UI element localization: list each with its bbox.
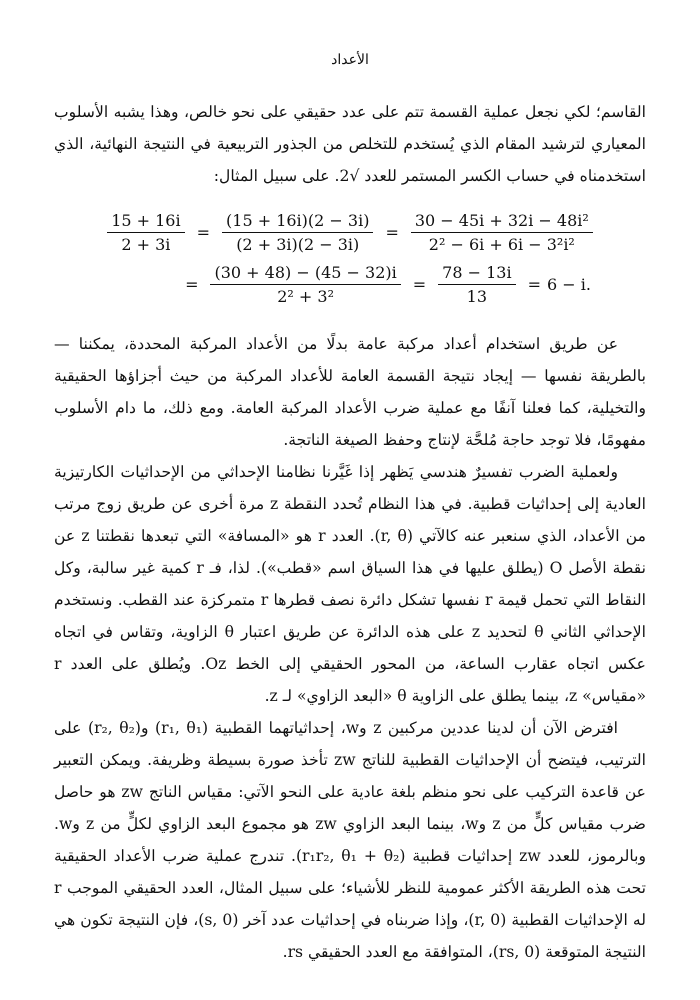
fraction-3-denominator: 2² − 6i + 6i − 3²i²	[428, 234, 575, 254]
equation-result: 6 − i.	[546, 274, 591, 294]
fraction-1-numerator: 15 + 16i	[107, 211, 184, 233]
paragraph-4: افترض الآن أن لدينا عددين مركبين z وw، إحداثياتهما القطبية (r₁, θ₁) و(r₂, θ₂) على الترتيب، فيتضح أن الإحداثيات القطبية للناتج zw تأخذ صورة بسيطة وظريفة. ويمكن التعبير عن قاعدة التركيب على نحو منظم بلغة عادية على النحو الآتي: مقياس الناتج zw هو حاصل ضرب مقياس كلٍّ من z وw، بينما البعد الزاوي zw هو مجموع البعد الزاوي لكلٍّ من z وw. وبالرموز، للعدد zw إحداثيات قطبية (r₁r₂, θ₁ + θ₂). تندرج عملية ضرب الأعداد الحقيقية تحت هذه الطريقة الأكثر عمومية للنظر للأشياء؛ على سبيل المثال، العدد الحقيقي الموجب r له الإحداثيات القطبية (r, 0)، وإذا ضربناه في إحداثيات عدد آخر (s, 0)، فإن النتيجة تكون هي النتيجة المتوقعة (rs, 0)، المتوافقة مع العدد الحقيقي rs.	[54, 719, 647, 961]
fraction-3	[411, 211, 593, 254]
fraction-4	[210, 263, 400, 306]
fraction-1-denominator: 2 + 3i	[121, 234, 171, 254]
fraction-2-numerator: (15 + 16i)(2 − 3i)	[222, 211, 373, 233]
division-equation	[54, 206, 646, 310]
equals-sign: =	[385, 222, 399, 242]
equation-row-1	[101, 206, 599, 258]
equation-row-2	[179, 258, 591, 310]
fraction-5	[438, 263, 515, 306]
fraction-4-numerator: (30 + 48) − (45 − 32)i	[210, 263, 400, 285]
equals-sign: =	[527, 274, 541, 294]
equals-sign: =	[196, 222, 211, 242]
running-header: الأعداد	[331, 52, 369, 68]
equals-sign: =	[412, 274, 427, 294]
fraction-5-numerator: 78 − 13i	[438, 263, 515, 285]
paragraph-1: القاسم؛ لكي نجعل عملية القسمة تتم على عدد حقيقي على نحو خالص، وهذا يشبه الأسلوب المعياري لترشيد المقام الذي يُستخدم للتخلص من الجذور التربيعية في النتيجة النهائية، الذي استخدمناه في حساب الكسر المستمر للعدد √2. على سبيل المثال:	[54, 103, 646, 185]
fraction-2	[222, 211, 373, 254]
paragraph-2: عن طريق استخدام أعداد مركبة عامة بدلًا من الأعداد المركبة المحددة، يمكننا — بالطريقة نفسها — إيجاد نتيجة القسمة العامة للأعداد المركبة من حيث أجزاؤها الحقيقية والتخيلية، كما فعلنا آنفًا مع عملية ضرب الأعداد المركبة العامة. ومع ذلك، ما دام الأسلوب مفهومًا، فلا توجد حاجة مُلحَّة لإنتاج وحفظ الصيغة الناتجة.	[54, 335, 646, 449]
fraction-1	[107, 211, 184, 254]
fraction-2-denominator: (2 + 3i)(2 − 3i)	[236, 234, 360, 254]
fraction-4-denominator: 2² + 3²	[277, 286, 334, 306]
fraction-5-denominator: 13	[466, 286, 488, 306]
equals-sign: =	[185, 274, 199, 294]
paragraph-3: ولعملية الضرب تفسيرٌ هندسي يَظهر إذا غَيَّرنا نظامنا الإحداثي من الإحداثيات الكارتيزية العادية إلى إحداثيات قطبية. في هذا النظام تُحدد النقطة z مرة أخرى عن طريق زوج مرتب من الأعداد، الذي سنعبر عنه كالآتي (r, θ). العدد r هو «المسافة» التي تبعدها نقطتنا z عن نقطة الأصل O (يطلق عليها في هذا السياق اسم «قطب»). لذا، فـ r كمية غير سالبة، وكل النقاط التي تحمل قيمة r نفسها تشكل دائرة نصف قطرها r متمركزة عند القطب. ونستخدم الإحداثي الثاني θ لتحديد z على هذه الدائرة عن طريق اعتبار θ الزاوية، وتقاس في اتجاه عكس اتجاه عقارب الساعة، من المحور الحقيقي إلى الخط Oz. ويُطلق على العدد r «مقياس» z، بينما يطلق على الزاوية θ «البعد الزاوي» لـ z.	[54, 463, 647, 705]
fraction-3-numerator: 30 − 45i + 32i − 48i²	[411, 211, 593, 233]
page-body	[54, 96, 646, 968]
